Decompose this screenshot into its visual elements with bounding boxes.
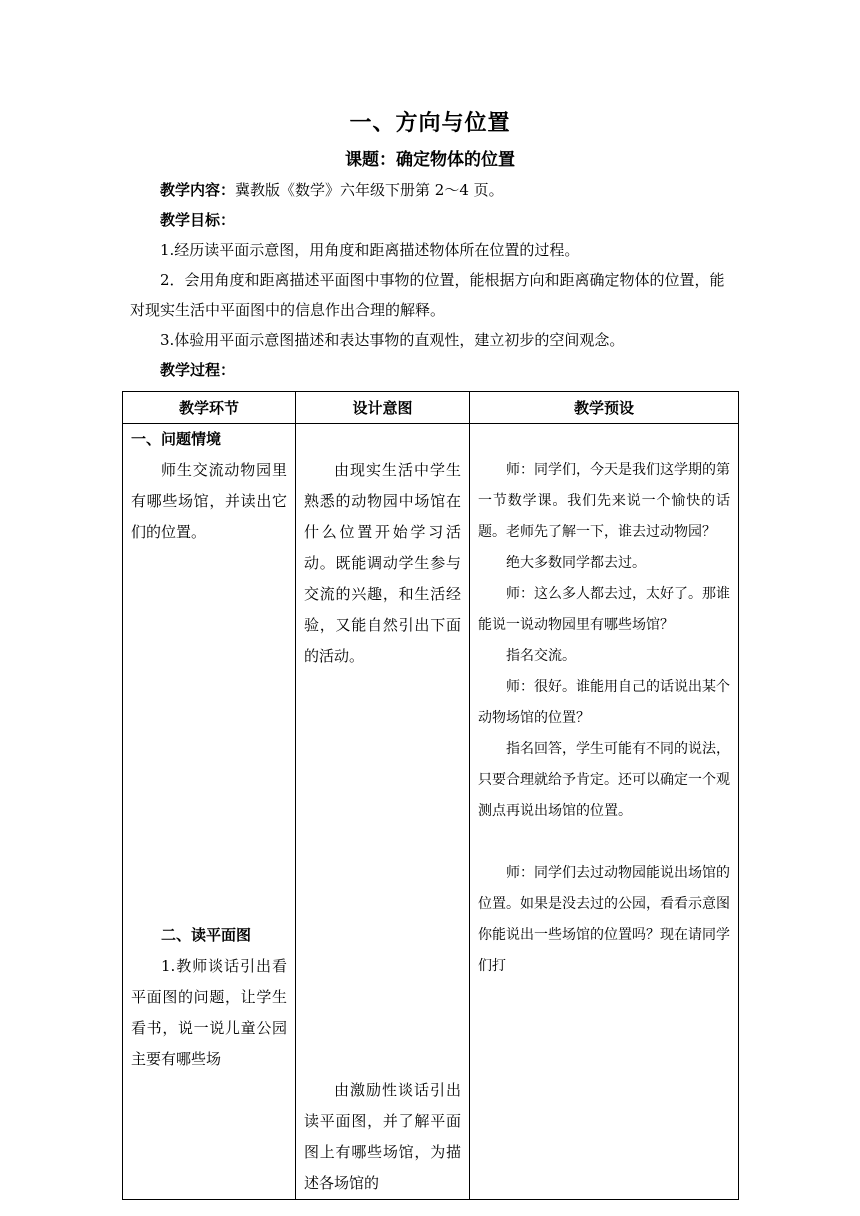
section-heading: 二、读平面图 <box>161 926 252 944</box>
content-label: 教学内容： <box>160 181 236 199</box>
goals-heading <box>130 205 735 235</box>
intent-cell <box>296 424 470 1200</box>
lesson-intro <box>130 175 735 385</box>
table-header-row <box>123 392 739 424</box>
stage-cell <box>123 424 296 1200</box>
header-teaching-plan: 教学预设 <box>470 392 739 424</box>
stage-text: 1.教师谈话引出看平面图的问题，让学生看书，说一说儿童公园主要有哪些场 <box>131 957 287 1068</box>
goals-label: 教学目标： <box>160 211 236 229</box>
goal-item: 1.经历读平面示意图，用角度和距离描述物体所在位置的过程。 <box>160 241 580 259</box>
table-row <box>123 424 739 1200</box>
page-title: 一、方向与位置 <box>349 111 511 136</box>
intent-text: 由现实生活中学生熟悉的动物园中场馆在什么位置开始学习活动。既能调动学生参与交流的兴趣，和生活经验，又能自然引出下面的活动。 <box>304 461 461 665</box>
process-heading <box>130 355 735 385</box>
plan-text: 指名回答，学生可能有不同的说法，只要合理就给予肯定。还可以确定一个观测点再说出场馆的位置。 <box>478 741 730 819</box>
header-design-intent: 设计意图 <box>296 392 470 424</box>
plan-text: 师：这么多人都去过，太好了。那谁能说一说动物园里有哪些场馆？ <box>478 586 730 633</box>
plan-cell <box>470 424 739 1200</box>
goal-item: 2．会用角度和距离描述平面图中事物的位置，能根据方向和距离确定物体的位置，能对现实生活中平面图中的信息作出合理的解释。 <box>130 271 725 319</box>
content-line <box>130 175 735 205</box>
section-heading: 一、问题情境 <box>131 430 222 448</box>
lesson-subtitle: 课题：确定物体的位置 <box>345 150 515 170</box>
goal-item: 3.体验用平面示意图描述和表达事物的直观性，建立初步的空间观念。 <box>160 331 625 349</box>
header-teaching-stage: 教学环节 <box>123 392 296 424</box>
plan-text: 绝大多数同学都去过。 <box>506 555 646 571</box>
plan-text: 师：同学们，今天是我们这学期的第一节数学课。我们先来说一个愉快的话题。老师先了解一下，谁去过动物园？ <box>478 462 730 540</box>
content-text: 冀教版《数学》六年级下册第 2～4 页。 <box>235 181 504 199</box>
plan-text: 指名交流。 <box>506 648 576 664</box>
plan-text: 师：同学们去过动物园能说出场馆的位置。如果是没去过的公园，看看示意图你能说出一些场馆的位置吗？现在请同学们打 <box>478 865 730 974</box>
lesson-plan-table <box>122 391 739 1200</box>
process-label: 教学过程： <box>160 361 236 379</box>
intent-text: 由激励性谈话引出读平面图，并了解平面图上有哪些场馆，为描述各场馆的 <box>304 1081 461 1192</box>
plan-text: 师：很好。谁能用自己的话说出某个动物场馆的位置？ <box>478 679 730 726</box>
stage-text: 师生交流动物园里有哪些场馆，并读出它们的位置。 <box>131 461 287 541</box>
